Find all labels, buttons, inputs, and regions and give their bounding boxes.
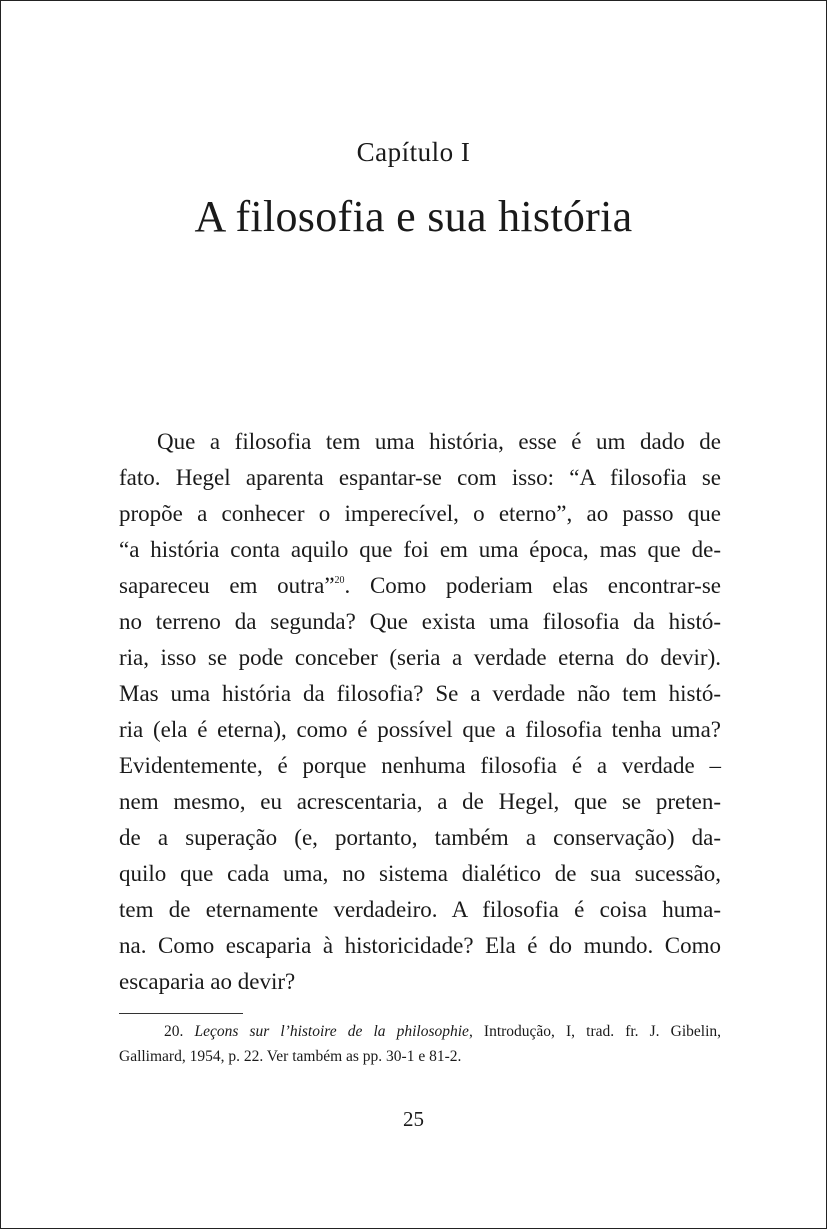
footnote-number: 20. (164, 1023, 184, 1040)
paragraph-line: ria (ela é eterna), como é possível que a filosofia tenha uma? (119, 717, 721, 742)
chapter-label: Capítulo I (356, 137, 471, 167)
paragraph-line: “a história conta aquilo que foi em uma época, mas que de- (119, 537, 721, 562)
chapter-title: A filosofia e sua história (194, 192, 633, 241)
paragraph-line-part: sapareceu em outra” (119, 573, 335, 598)
paragraph-line: Evidentemente, é porque nenhuma filosofia é a verdade – (119, 753, 721, 778)
paragraph-line: quilo que cada uma, no sistema dialético de sua sucessão, (119, 861, 721, 886)
footnote-line: Gallimard, 1954, p. 22. Ver também as pp. 30-1 e 81-2. (119, 1048, 462, 1065)
paragraph-line: de a superação (e, portanto, também a conservação) da- (119, 825, 721, 850)
paragraph-line: Mas uma história da filosofia? Se a verdade não tem histó- (119, 681, 721, 706)
paragraph-line: ria, isso se pode conceber (seria a verdade eterna do devir). (119, 645, 721, 670)
paragraph-line-with-footnote (119, 568, 721, 604)
paragraph-line: propõe a conhecer o imperecível, o eterno”, ao passo que (119, 501, 721, 526)
paragraph-line: fato. Hegel aparenta espantar-se com isso: “A filosofia se (119, 465, 721, 490)
footnote-work-title: Leçons sur l’histoire de la philosophie (194, 1023, 469, 1040)
footnote-line-rest: , Introdução, I, trad. fr. J. Gibelin, (468, 1023, 722, 1040)
footnote-divider (119, 1013, 243, 1014)
page-number: 25 (403, 1107, 424, 1131)
footnote-reference: 20 (334, 575, 345, 586)
paragraph-line: no terreno da segunda? Que exista uma filosofia da histó- (119, 609, 721, 634)
paragraph-line: escaparia ao devir? (119, 969, 296, 994)
paragraph-line: nem mesmo, eu acrescentaria, a de Hegel, que se preten- (119, 789, 721, 814)
paragraph-line: na. Como escaparia à historicidade? Ela é do mundo. Como (119, 933, 721, 958)
body-paragraph (119, 424, 721, 1000)
paragraph-line: Que a filosofia tem uma história, esse é um dado de (157, 429, 721, 454)
paragraph-line-part: . Como poderiam elas encontrar-se (344, 573, 721, 598)
paragraph-line: tem de eternamente verdadeiro. A filosofia é coisa huma- (119, 897, 721, 922)
footnote-line (119, 1019, 721, 1044)
footnote (119, 1019, 721, 1069)
